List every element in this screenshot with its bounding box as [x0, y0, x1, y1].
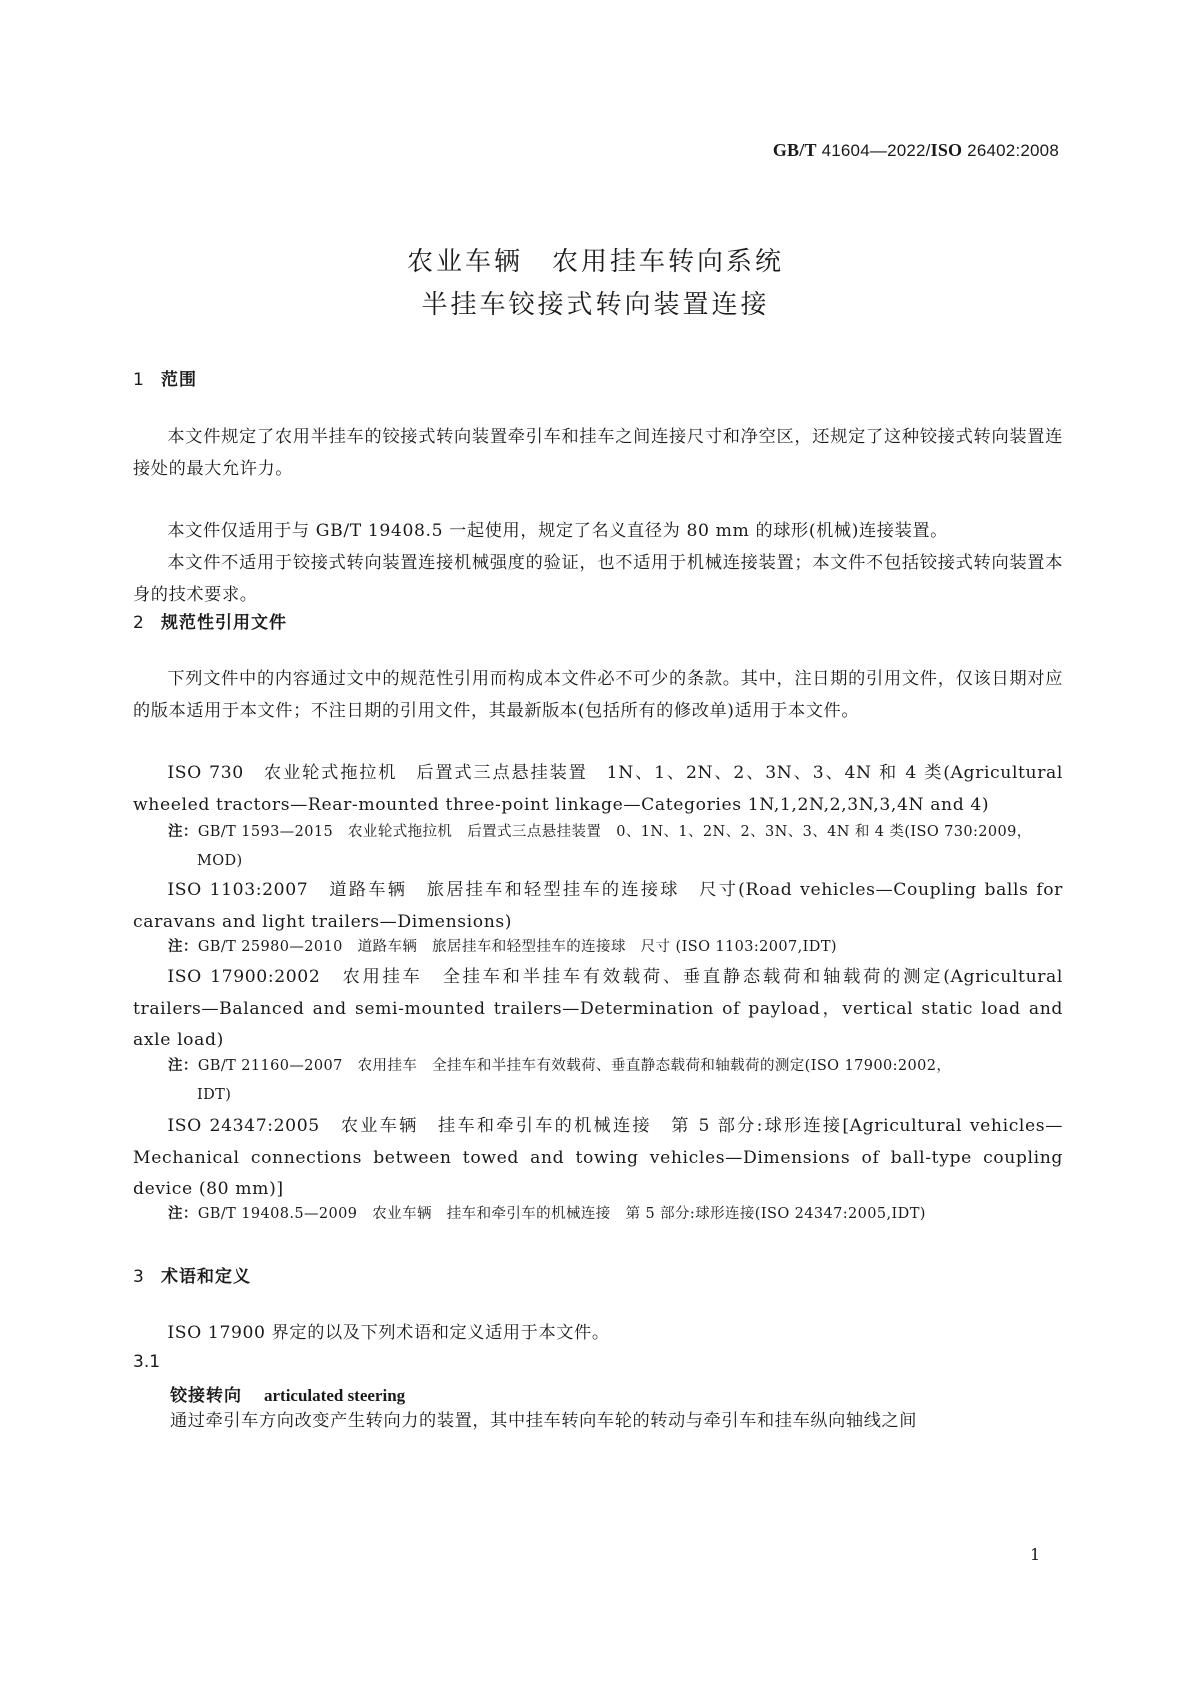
section-number: 3 — [133, 1267, 145, 1287]
note-label: 注： — [168, 939, 198, 955]
term-name — [170, 1381, 405, 1406]
reference-iso-1103: ISO 1103:2007 道路车辆 旅居挂车和轻型挂车的连接球 尺寸(Road vehicles—Coupling balls for caravans and light trailers—Dimensions) — [133, 880, 1063, 932]
document-title-line-2: 半挂车铰接式转向装置连接 — [421, 290, 770, 320]
standard-number-header — [773, 140, 1059, 161]
reference-note-iso-24347 — [168, 1200, 1063, 1229]
section-number: 1 — [133, 370, 145, 390]
reference-iso-730: ISO 730 农业轮式拖拉机 后置式三点悬挂装置 1N、1、2N、2、3N、3、4N 和 4 类(Agricultural wheeled tractors—Rear-mounted three-point linkage—Categories 1N,1,2N,2,3N,3,4N and 4) — [133, 763, 1063, 815]
reference-note-iso-17900 — [168, 1052, 1063, 1110]
reference-note-iso-730 — [168, 818, 1063, 876]
term-name-en: articulated steering — [264, 1386, 406, 1405]
reference-note-iso-1103 — [168, 933, 1063, 962]
scope-paragraph-3: 本文件不适用于铰接式转向装置连接机械强度的验证，也不适用于机械连接装置；本文件不包括铰接式转向装置本身的技术要求。 — [133, 553, 1063, 605]
doc-code-iso-number: 26402:2008 — [962, 141, 1059, 160]
terms-intro: ISO 17900 界定的以及下列术语和定义适用于本文件。 — [167, 1323, 610, 1343]
doc-code-prefix: GB/T — [772, 140, 817, 160]
doc-code-iso: ISO — [930, 140, 963, 160]
section-heading-normative-references — [133, 608, 287, 633]
section-title: 规范性引用文件 — [161, 613, 287, 633]
references-intro: 下列文件中的内容通过文中的规范性引用而构成本文件必不可少的条款。其中，注日期的引用文件，仅该日期对应的版本适用于本文件；不注日期的引用文件，其最新版本(包括所有的修改单)适用于本文件。 — [133, 669, 1063, 721]
note-label: 注： — [168, 1058, 198, 1074]
page-number: 1 — [1030, 1545, 1041, 1564]
section-heading-scope — [133, 365, 197, 390]
reference-iso-24347: ISO 24347:2005 农业车辆 挂车和牵引车的机械连接 第 5 部分:球形连接[Agricultural vehicles—Mechanical connections between towed and towing vehicles—Dimensions of ball-type coupling device (80 mm)] — [133, 1116, 1063, 1199]
note-text: GB/T 1593—2015 农业轮式拖拉机 后置式三点悬挂装置 0、1N、1、2N、2、3N、3、4N 和 4 类(ISO 730:2009， — [197, 824, 1032, 840]
scope-paragraph-1: 本文件规定了农用半挂车的铰接式转向装置牵引车和挂车之间连接尺寸和净空区，还规定了这种铰接式转向装置连接处的最大允许力。 — [133, 427, 1063, 479]
note-text: GB/T 25980—2010 道路车辆 旅居挂车和轻型挂车的连接球 尺寸 (ISO 1103:2007,IDT) — [197, 939, 837, 955]
section-title: 术语和定义 — [161, 1267, 251, 1287]
section-title: 范围 — [161, 370, 197, 390]
note-text: GB/T 21160—2007 农用挂车 全挂车和半挂车有效载荷、垂直静态载荷和轴载荷的测定(ISO 17900:2002， — [197, 1058, 952, 1074]
note-text-continued: IDT) — [197, 1087, 232, 1103]
term-definition: 通过牵引车方向改变产生转向力的装置，其中挂车转向车轮的转动与牵引车和挂车纵向轴线之间 — [170, 1411, 918, 1431]
term-name-zh: 铰接转向 — [170, 1386, 242, 1406]
section-number: 2 — [133, 613, 145, 633]
note-label: 注： — [168, 824, 198, 840]
note-label: 注： — [168, 1206, 198, 1222]
reference-iso-17900: ISO 17900:2002 农用挂车 全挂车和半挂车有效载荷、垂直静态载荷和轴载荷的测定(Agricultural trailers—Balanced and semi-mounted trailers—Determination of payload，vertical static load and axle load) — [133, 967, 1063, 1050]
section-heading-terms-definitions — [133, 1262, 251, 1287]
doc-code-number: 41604—2022/ — [816, 141, 931, 160]
term-number: 3.1 — [133, 1352, 161, 1372]
document-title-line-1: 农业车辆 农用挂车转向系统 — [406, 247, 784, 277]
note-text: GB/T 19408.5—2009 农业车辆 挂车和牵引车的机械连接 第 5 部分:球形连接(ISO 24347:2005,IDT) — [197, 1206, 926, 1222]
note-text-continued: MOD) — [197, 853, 243, 869]
scope-paragraph-2: 本文件仅适用于与 GB/T 19408.5 一起使用，规定了名义直径为 80 mm 的球形(机械)连接装置。 — [167, 521, 948, 541]
